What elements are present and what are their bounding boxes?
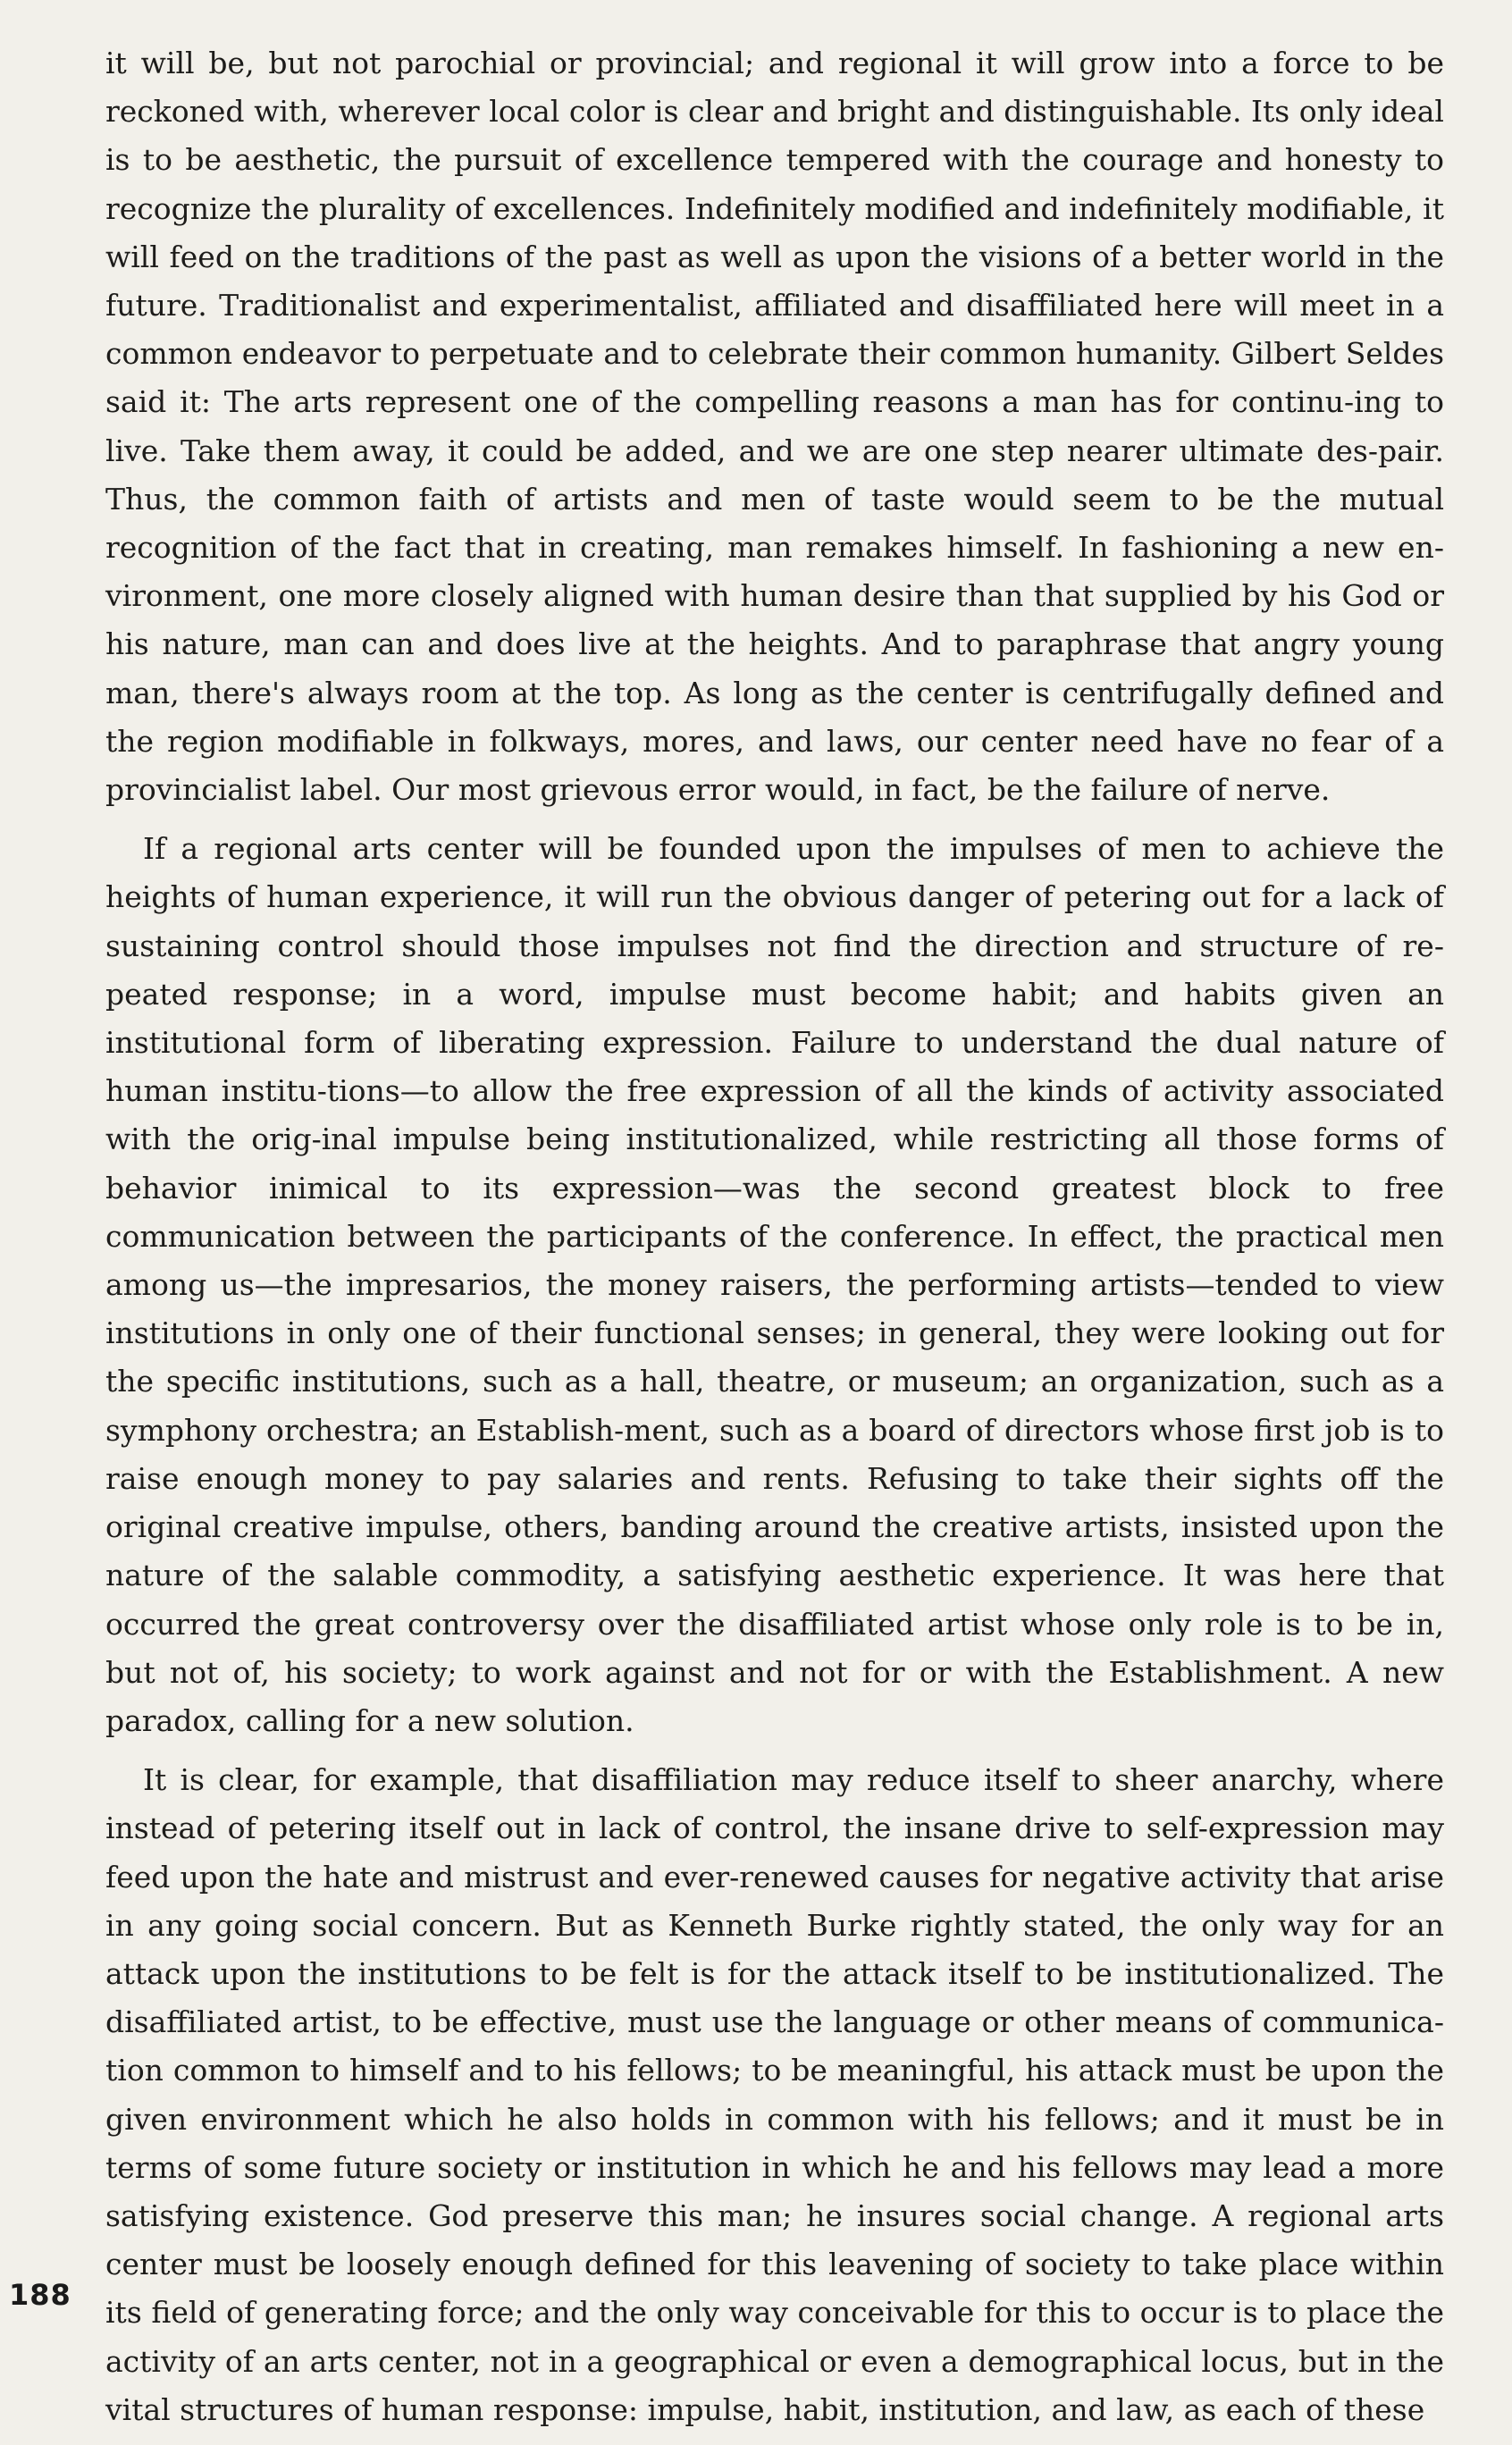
body-text xyxy=(105,39,1444,2445)
paragraph-3: It is clear, for example, that disaffiliation may reduce itself to sheer anarchy, where instead of petering itself out in lack of control, the insane drive to self-expression may feed upon the hate and mistrust and ever-renewed causes for negative activity that arise in any going social concern. But as Kenneth Burke rightly stated, the only way for an attack upon the institutions to be felt is for the attack itself to be institutionalized. The disaffiliated artist, to be effective, must use the language or other means of communica-tion common to himself and to his fellows; to be meaningful, his attack must be upon the given environment which he also holds in common with his fellows; and it must be in terms of some future society or institution in which he and his fellows may lead a more satisfying existence. God preserve this man; he insures social change. A regional arts center must be loosely enough defined for this leavening of society to take place within its field of generating force; and the only way conceivable for this to occur is to place the activity of an arts center, not in a geographical or even a demographical locus, but in the vital structures of human response: impulse, habit, institution, and law, as each of these xyxy=(105,1762,1444,2427)
paragraph-2: If a regional arts center will be founded upon the impulses of men to achieve the heights of human experience, it will run the obvious danger of petering out for a lack of sustaining control should those impulses not find the direction and structure of re-peated response; in a word, impulse must become habit; and habits given an institutional form of liberating expression. Failure to understand the dual nature of human institu-tions—to allow the free expression of all the kinds of activity associated with the orig-inal impulse being institutionalized, while restricting all those forms of behavior inimical to its expression—was the second greatest block to free communication between the participants of the conference. In effect, the practical men among us—the impresarios, the money raisers, the performing artists—tended to view institutions in only one of their functional senses; in general, they were looking out for the specific institutions, such as a hall, theatre, or museum; an organization, such as a symphony orchestra; an Establish-ment, such as a board of directors whose first job is to raise enough money to pay salaries and rents. Refusing to take their sights off the original creative impulse, others, banding around the creative artists, insisted upon the nature of the salable commodity, a satisfying aesthetic experience. It was here that occurred the great controversy over the disaffiliated artist whose only role is to be in, but not of, his society; to work against and not for or with the Establishment. A new paradox, calling for a new solution. xyxy=(105,831,1444,1738)
paragraph-1: it will be, but not parochial or provincial; and regional it will grow into a force to be reckoned with, wherever local color is clear and bright and distinguishable. Its only ideal is to be aesthetic, the pursuit of excellence tempered with the courage and honesty to recognize the plurality of excellences. Indefinitely modified and indefinitely modifiable, it will feed on the traditions of the past as well as upon the visions of a better world in the future. Traditionalist and experimentalist, affiliated and disaffiliated here will meet in a common endeavor to perpetuate and to celebrate their common humanity. Gilbert Seldes said it: The arts represent one of the compelling reasons a man has for continu-ing to live. Take them away, it could be added, and we are one step nearer ultimate des-pair. Thus, the common faith of artists and men of taste would seem to be the mutual recognition of the fact that in creating, man remakes himself. In fashioning a new en-vironment, one more closely aligned with human desire than that supplied by his God or his nature, man can and does live at the heights. And to paraphrase that angry young man, there's always room at the top. As long as the center is centrifugally defined and the region modifiable in folkways, mores, and laws, our center need have no fear of a provincialist label. Our most grievous error would, in fact, be the failure of nerve. xyxy=(105,46,1444,808)
page-number: 188 xyxy=(9,2278,71,2312)
